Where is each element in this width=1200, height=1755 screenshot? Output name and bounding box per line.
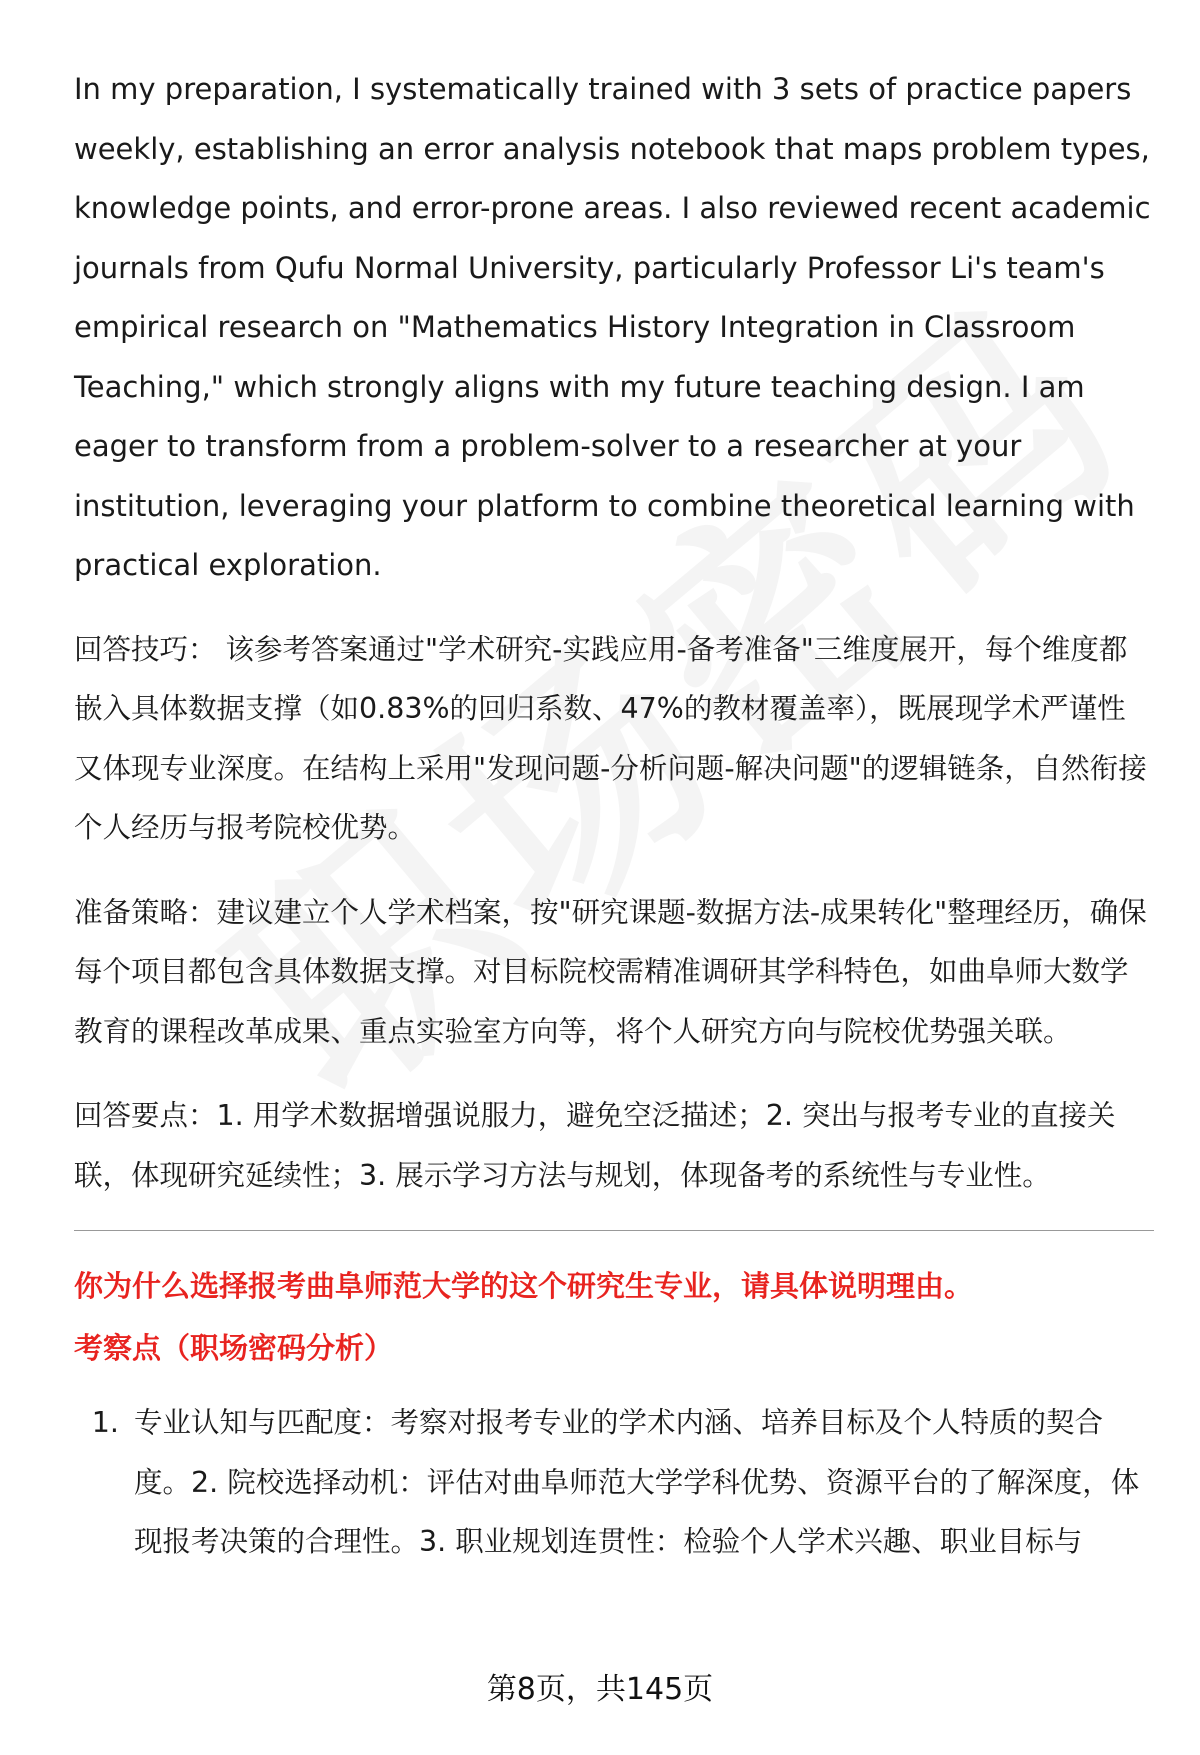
- focus-list: [74, 1393, 1154, 1572]
- key-points-paragraph: 回答要点：1. 用学术数据增强说服力，避免空泛描述；2. 突出与报考专业的直接关联，体现研究延续性；3. 展示学习方法与规划，体现备考的系统性与专业性。: [74, 1099, 1116, 1192]
- page-number: 第8页，共145页: [486, 1672, 714, 1707]
- section-divider: [74, 1230, 1154, 1231]
- preparation-strategy-paragraph: 准备策略：建议建立个人学术档案，按"研究课题-数据方法-成果转化"整理经历，确保每个项目都包含具体数据支撑。对目标院校需精准调研其学科特色，如曲阜师大数学教育的课程改革成果、重点实验室方向等，将个人研究方向与院校优势强关联。: [74, 895, 1147, 1048]
- document-body: [74, 60, 1154, 1572]
- list-item: 1. 专业认知与匹配度：考察对报考专业的学术内涵、培养目标及个人特质的契合度。2. 院校选择动机：评估对曲阜师范大学学科优势、资源平台的了解深度，体现报考决策的合理性。3. 职业规划连贯性：检验个人学术兴趣、职业目标与: [128, 1393, 1154, 1572]
- question-heading: 你为什么选择报考曲阜师范大学的这个研究生专业，请具体说明理由。: [74, 1269, 974, 1303]
- english-answer-paragraph: In my preparation, I systematically trained with 3 sets of practice papers weekly, establishing an error analysis notebook that maps problem types, knowledge points, and error-prone areas. I also reviewed recent academic journals from Qufu Normal University, particularly Professor Li's team's empirical research on "Mathematics History Integration in Classroom Teaching," which strongly aligns with my future teaching design. I am eager to transform from a problem-solver to a researcher at your institution, leveraging your platform to combine theoretical learning with practical exploration.: [74, 72, 1151, 582]
- answer-tips-paragraph: 回答技巧： 该参考答案通过"学术研究-实践应用-备考准备"三维度展开，每个维度都嵌入具体数据支撑（如0.83%的回归系数、47%的教材覆盖率），既展现学术严谨性又体现专业深度。在结构上采用"发现问题-分析问题-解决问题"的逻辑链条，自然衔接个人经历与报考院校优势。: [74, 632, 1147, 844]
- focus-heading: 考察点（职场密码分析）: [74, 1331, 394, 1365]
